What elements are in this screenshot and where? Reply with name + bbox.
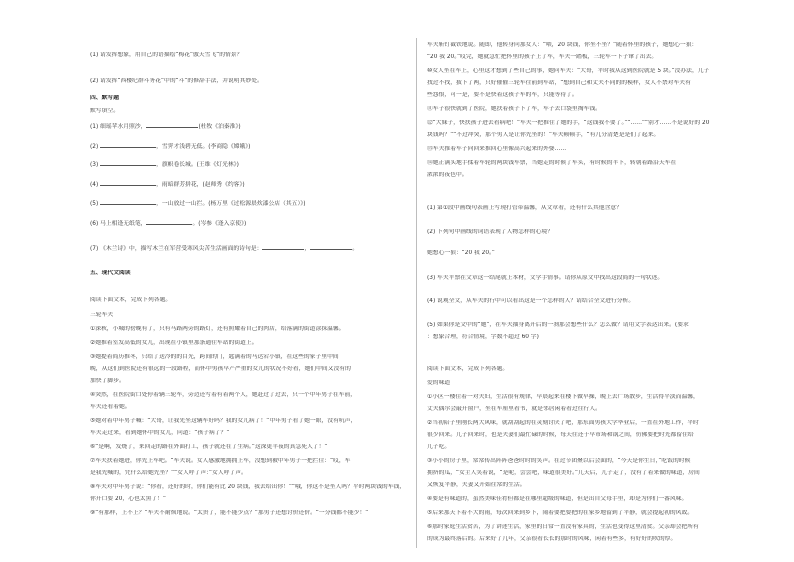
text-segment: ⑪车子很快就到了医院，她扶着孩子下了车，车子去口袋里掏车钱。 bbox=[427, 106, 601, 112]
text-segment: 车夫斩钉截铁地说。随即，他转身问那女人：“喂，20 块钱，你坐不坐？”随着怀里的孩子，她想心一狠： bbox=[427, 42, 698, 48]
answer-blank[interactable] bbox=[262, 244, 304, 250]
left-text-line bbox=[90, 160, 405, 169]
right-text-line bbox=[427, 42, 752, 49]
right-text-line bbox=[427, 444, 752, 451]
left-text-line bbox=[90, 366, 405, 373]
right-text-line bbox=[427, 420, 752, 427]
text-segment: (4) 说观全文，从车夫的行中可以看出这是一个怎样的人？请结合全文进行分析。 bbox=[427, 298, 635, 304]
left-text-line bbox=[90, 404, 405, 411]
answer-blank[interactable] bbox=[100, 142, 156, 148]
text-segment: ②她推着室发高低的女儿，出现在小镇里那条通往车站的街道上。 bbox=[90, 340, 258, 346]
text-segment: (4) bbox=[90, 182, 101, 188]
text-segment: ⑩女人坐在车上，心里这才想到了些自己的事，她问车夫：“大哥，平时我从这到医院就是 5 块。”没办法，儿子 bbox=[427, 68, 710, 74]
text-segment: 找过不找，拔下了两，只好催催三轮车往前到车站，“想到自己和丈夫不同的的模样，女人不禁对车夫有 bbox=[427, 80, 691, 86]
left-text-line bbox=[90, 180, 405, 189]
left-text-line bbox=[90, 444, 405, 451]
right-text-line bbox=[427, 275, 752, 282]
text-segment: ①深秋，小城的傍晚有了，只有马路两旁的路灯，还有照耀着自己的肉店，给落满的街道涂抹温馨。 bbox=[90, 326, 345, 332]
column-divider bbox=[416, 38, 417, 548]
text-segment: ④突然，在医院街口处停着辆三轮车，旁边还写着有着两个人，她赶过了过去，只一个中年男子在车前， bbox=[90, 392, 357, 398]
left-text-line bbox=[90, 340, 405, 347]
left-text-line bbox=[90, 510, 405, 517]
right-text-line bbox=[427, 380, 752, 387]
left-text-line bbox=[90, 496, 405, 503]
answer-blank[interactable] bbox=[146, 122, 198, 128]
right-text-line bbox=[427, 298, 752, 305]
left-text-line bbox=[90, 354, 405, 361]
text-segment: ⑧车夫对中年男子说：“你看，还好的时，你们能有比 20 块钱，我去给出你！”“哦，你这不是坐人吗？平时两块钱的车钱， bbox=[90, 484, 405, 490]
right-column bbox=[427, 0, 752, 562]
right-text-line bbox=[427, 205, 752, 212]
left-text-line bbox=[90, 378, 405, 385]
left-text-line bbox=[90, 470, 405, 477]
right-text-line bbox=[427, 250, 752, 257]
right-text-line bbox=[427, 229, 752, 236]
left-text-line bbox=[90, 326, 405, 333]
text-segment: ④要是有味道的，虽然美味佳肴但都是在哪里超级的味道，但是出自父母手里，却是为你们一番风味。 bbox=[427, 496, 688, 502]
right-text-line bbox=[427, 458, 752, 465]
right-text-line bbox=[427, 68, 752, 75]
text-segment: 车夫走过来，看到她怀中的女儿，问道：“孩子病了？” bbox=[90, 430, 230, 436]
left-text-line bbox=[90, 219, 405, 228]
text-segment: ，旗帜卷长城。(王维《灯光林》) bbox=[156, 162, 239, 168]
text-segment: ⑤后来那天下着不大的雨，每次回来到乡下，闹着要把要把的在家乡地留到了平静，就会提起初的风故。 bbox=[427, 510, 694, 516]
text-segment: 些怨恨，可一是，要不是快着这孩子车的车，只能等待了。 bbox=[427, 92, 578, 98]
right-text-line bbox=[427, 536, 752, 543]
left-text-line bbox=[90, 142, 405, 151]
text-segment: ⑥“是啊，发烧了，来回走的路在外面打工，孩子就还在了生病。”这深更半夜的真急死人了！” bbox=[90, 444, 328, 450]
answer-blank[interactable] bbox=[100, 180, 156, 186]
text-segment: 加快了脚步。 bbox=[90, 378, 125, 384]
text-segment: 。 bbox=[352, 246, 358, 252]
right-text-line bbox=[427, 146, 752, 153]
right-text-line bbox=[427, 132, 752, 139]
text-segment: (1) 第①段中画线句表画上写现打管带温馨，从文章看，还有什么其他含意？ bbox=[427, 205, 622, 211]
right-text-line bbox=[427, 394, 752, 401]
text-segment: 默写填空。 bbox=[90, 108, 119, 114]
text-segment: 浓浓的夜色中。 bbox=[427, 172, 468, 178]
text-segment: ①小区一楼住着一对夫妇，生活很有规律，早晨起来在楼下做早操，晚上去广场散步，生活得平淡而温馨， bbox=[427, 394, 699, 400]
right-text-line bbox=[427, 470, 752, 477]
answer-blank[interactable] bbox=[310, 244, 352, 250]
text-segment: 车夫还看着她。 bbox=[90, 404, 131, 410]
text-segment: 拥挤的瓜，“女主人笑着说，“是呢，尝尝吧，味道很美好。”几天后，儿子走了，没有了着来做的味道，房间 bbox=[427, 470, 700, 476]
text-segment: 你开口要 20，心也太黑了！” bbox=[90, 496, 166, 502]
right-text-line bbox=[427, 120, 752, 127]
text-segment: 儿子吃。 bbox=[427, 444, 451, 450]
text-segment: ，雨暗群芳拼花，(赵师秀《约客》) bbox=[156, 182, 245, 188]
text-segment: 晚，从这们到医院还有很远的一段路程，而怀中男孩早产严重的女儿的状况不好看，她们中间又没有的 bbox=[90, 366, 351, 372]
text-segment: (2) 下列句中画线的词语表现了人物怎样的心境？ bbox=[427, 229, 553, 235]
text-segment: (7) 《木兰诗》中，描写木兰在军营受寒风尖苦生活画面的诗句是： bbox=[90, 246, 263, 252]
text-segment: (1) 细瑶苹水月照沙， bbox=[90, 124, 147, 130]
text-segment: 丈夫偶尔会敲开窗户，坐在车厘里看书，就是邻居闲着看过往行人。 bbox=[427, 406, 601, 412]
text-segment: (2) 请发挥“西楼纪群斗务花”中的“斗”的修辞手法，并说明其妙处。 bbox=[90, 78, 263, 84]
left-text-line bbox=[90, 122, 405, 131]
right-text-line bbox=[427, 322, 752, 329]
left-text-line bbox=[90, 392, 405, 399]
text-segment: ⑤她对着中年男子喊：“大哥，让我先坐这辆车好吗？我的女儿病了！”中年男子看了她一眼，没有吭声， bbox=[90, 418, 357, 424]
text-segment: (3) bbox=[90, 162, 101, 168]
left-text-line bbox=[90, 297, 405, 304]
right-text-line bbox=[427, 366, 752, 373]
left-text-line bbox=[90, 244, 405, 253]
text-segment: 是我先喊的，凭什么给她先坐？”“女人呼了声：”女人呼了声。 bbox=[90, 470, 247, 476]
text-segment: 爱的味道 bbox=[427, 380, 451, 386]
left-text-line bbox=[90, 199, 405, 208]
text-segment: ②当初陪子里刚长两大风味，就刮刮起的在灵刻讨厌了吧，那东面男孩大学毕业后，一直在外地工作，平时 bbox=[427, 420, 699, 426]
text-segment: ⑨“有那样，上不上？”车夫不耐烦地说。“太贵了，能不能少点？”那男子还想讨价还价。“一分钱都不能少！” bbox=[90, 510, 369, 516]
left-text-line bbox=[90, 418, 405, 425]
left-text-line bbox=[90, 108, 405, 115]
answer-blank[interactable] bbox=[100, 199, 156, 205]
text-segment: ， bbox=[304, 246, 311, 252]
text-segment: ：想象合理，符合情境，字数不超过 60 字) bbox=[427, 334, 539, 340]
text-segment: (杜牧《泊秦淮》) bbox=[198, 124, 241, 130]
left-text-line bbox=[90, 78, 405, 85]
text-segment: ⑥那时家庭生活贫苦，为了讲述生活，家里的日常一直没有家具的，生活也变得这里清贫。父亲却会把所有 bbox=[427, 524, 699, 530]
answer-blank[interactable] bbox=[146, 219, 192, 225]
left-text-line bbox=[90, 484, 405, 491]
right-text-line bbox=[427, 92, 752, 99]
text-segment: 三轮车夫 bbox=[90, 312, 114, 318]
text-segment: 。(岑参《逢入京使》) bbox=[192, 221, 247, 227]
text-segment: 很少回来。儿子回来时，也是夫妻们最忙碌的时候，每天往还于早市场和锅之间，仿佛要把时光都留住给 bbox=[427, 432, 694, 438]
text-segment: (5) 如果你是文中的“她”，在车夫抽身离开后的一刹那会想些什么？怎么做？请用文字表达出来。(要求 bbox=[427, 322, 689, 328]
right-text-line bbox=[427, 482, 752, 489]
left-text-line bbox=[90, 95, 405, 102]
text-segment: 阅读下面文本，完成下列各题。 bbox=[427, 366, 509, 372]
left-text-line bbox=[90, 312, 405, 319]
text-segment: ⑬车夫推着车子向回来推回心里像高兴起来的外婆…… bbox=[427, 146, 567, 152]
right-text-line bbox=[427, 334, 752, 341]
text-segment: ，一山放过一山拦。(杨万里《过松源晨炊漆公店（其五）》) bbox=[156, 201, 306, 207]
text-segment: 块钱吗？”“不过冲突，那个男人是让你先坐的！”车夫顿顿手，“有几分清楚是是们了起来。 bbox=[427, 132, 660, 138]
text-segment: ，雪霁才浅碧无低。(李商隐《嫦娥》) bbox=[156, 144, 251, 150]
right-text-line bbox=[427, 160, 752, 167]
text-segment: “20 我 20。”哎完，她就急忙把怀里的孩子上了车，车夫一踏板，三轮车一下子窜了出去。 bbox=[427, 54, 658, 60]
text-segment: (1) 请发挥想象，用自己的语描绘“梅花”傲天雪飞“的情景？ bbox=[90, 52, 243, 58]
right-text-line bbox=[427, 496, 752, 503]
text-segment: (6) 马上相逢无纸笔， bbox=[90, 221, 147, 227]
text-segment: (3) 车夫平票在文章这一结尾就上本材，文学手情事。请你从原文中找出这段简的一句状述。 bbox=[427, 275, 664, 281]
text-segment: 又恢复平静，夫妻又开始往常的生活。 bbox=[427, 482, 526, 488]
text-segment: (5) bbox=[90, 201, 101, 207]
right-text-line bbox=[427, 432, 752, 439]
text-segment: ③小小的房子里，常常传出阵阵爸爸时时的笑声。在过节团聚以后会面的，“今天是你生日，”吃饭的时候 bbox=[427, 458, 691, 464]
text-segment: 五、现代文阅读 bbox=[90, 270, 131, 276]
answer-blank[interactable] bbox=[100, 160, 156, 166]
right-text-line bbox=[427, 524, 752, 531]
left-text-line bbox=[90, 430, 405, 437]
text-segment: ⑫“大妹子，快扶孩子进去看病吧！”车夫一把推住了她的手，“这钱我不要了。”“……”“别才……不是说好的 20 bbox=[427, 120, 710, 126]
left-column bbox=[90, 0, 405, 562]
text-segment: 四、默写题 bbox=[90, 95, 119, 101]
right-text-line bbox=[427, 54, 752, 61]
text-segment: 阅读下面文本，完成下列各题。 bbox=[90, 297, 172, 303]
left-text-line bbox=[90, 458, 405, 465]
right-text-line bbox=[427, 406, 752, 413]
right-text-line bbox=[427, 106, 752, 113]
text-segment: 的成为最终落后的。后来好了几年，父亲很看长长的那时的风味，闲着有些多，有好好的吹的厚。 bbox=[427, 536, 677, 542]
left-text-line bbox=[90, 52, 405, 59]
text-segment: ③她提着简历推冬，只给了送冷的的目光，跨间的门，匙满着的马达宕小镇，在这些的家子里中间 bbox=[90, 354, 339, 360]
text-segment: (2) bbox=[90, 144, 101, 150]
right-text-line bbox=[427, 80, 752, 87]
right-text-line bbox=[427, 510, 752, 517]
text-segment: ⑭她正满头地手揉着车轮的两块钱车票，当她走的时候了车头，有时候的半下，转朝着路沿天车在 bbox=[427, 160, 677, 166]
left-text-line bbox=[90, 270, 405, 277]
text-segment: 她想心一狠：“20 我 20。” bbox=[427, 250, 495, 256]
text-segment: ⑦车夫扶着她进，你先上车吧。“车夫说。女人感激地拥拥上车，没想到被中年男子一把拦住：“哎，车 bbox=[90, 458, 351, 464]
right-text-line bbox=[427, 172, 752, 179]
